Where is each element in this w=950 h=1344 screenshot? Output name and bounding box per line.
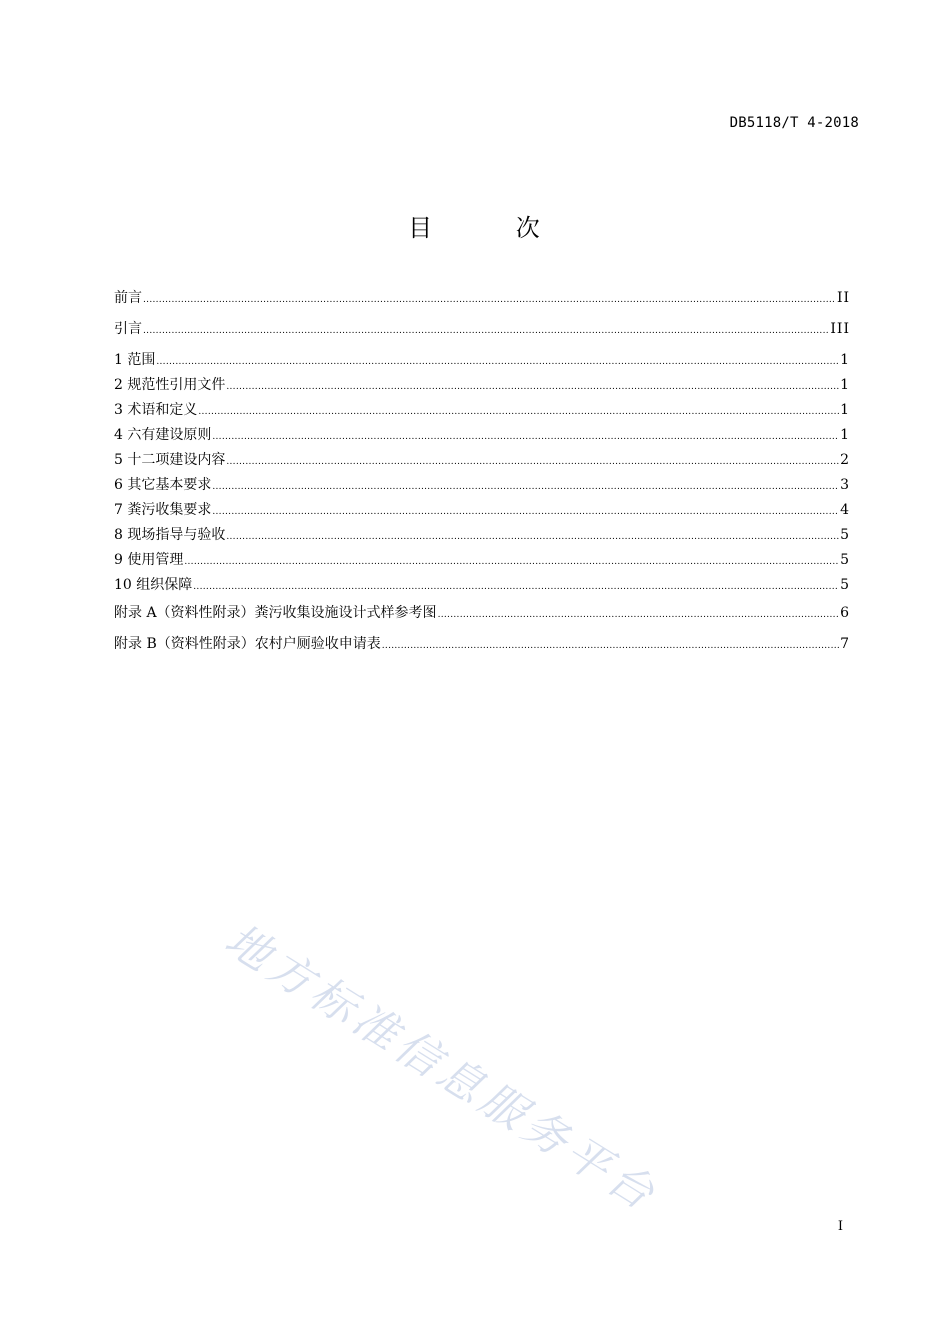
- toc-entry-page: 3: [840, 477, 850, 493]
- toc-leader-dots: [156, 348, 839, 375]
- toc-entry-page: 1: [840, 402, 850, 418]
- toc-leader-dots: [143, 317, 829, 344]
- toc-entry[interactable]: [114, 473, 850, 498]
- toc-entry[interactable]: [114, 498, 850, 523]
- toc-leader-dots: [212, 473, 839, 500]
- toc-entry[interactable]: [114, 423, 850, 448]
- toc-entry[interactable]: [114, 629, 850, 660]
- toc-leader-dots: [212, 498, 839, 525]
- toc-entry-page: III: [830, 321, 850, 337]
- toc-entry-label: 5 十二项建设内容: [114, 452, 226, 468]
- toc-entry-page: 5: [840, 527, 850, 543]
- toc-entry-label: 3 术语和定义: [114, 402, 198, 418]
- toc-entry-page: 4: [840, 502, 850, 518]
- toc-leader-dots: [226, 448, 839, 475]
- toc-entry[interactable]: [114, 317, 850, 348]
- toc-leader-dots: [438, 598, 840, 631]
- toc-entry[interactable]: [114, 286, 850, 317]
- toc-entry-label: 引言: [114, 321, 142, 337]
- page-number: I: [837, 1219, 843, 1234]
- toc-leader-dots: [226, 373, 839, 400]
- toc-entry-page: 2: [840, 452, 850, 468]
- document-code: DB5118/T 4-2018: [729, 115, 859, 131]
- toc-entry-page: 6: [840, 605, 850, 621]
- toc-entry[interactable]: [114, 573, 850, 598]
- toc-leader-dots: [184, 548, 839, 575]
- toc-leader-dots: [212, 423, 839, 450]
- toc-entry-label: 4 六有建设原则: [114, 427, 212, 443]
- toc-entry[interactable]: [114, 598, 850, 629]
- toc-entry-page: 5: [840, 552, 850, 568]
- toc-entry-label: 1 范围: [114, 352, 156, 368]
- toc-entry-page: 1: [840, 427, 850, 443]
- toc-entry-label: 附录 A（资料性附录）粪污收集设施设计式样参考图: [114, 605, 437, 621]
- table-of-contents: [114, 286, 850, 660]
- watermark: 地方标准信息服务平台: [216, 914, 668, 1223]
- toc-entry-page: 5: [840, 577, 850, 593]
- toc-entry-label: 6 其它基本要求: [114, 477, 212, 493]
- toc-leader-dots: [382, 629, 839, 662]
- toc-entry-label: 9 使用管理: [114, 552, 184, 568]
- toc-entry[interactable]: [114, 398, 850, 423]
- page-title: 目 次: [408, 214, 578, 242]
- toc-entry-page: 1: [840, 352, 850, 368]
- toc-entry[interactable]: [114, 523, 850, 548]
- toc-entry-label: 8 现场指导与验收: [114, 527, 226, 543]
- toc-entry-page: 1: [840, 377, 850, 393]
- toc-entry-label: 附录 B（资料性附录）农村户厕验收申请表: [114, 636, 381, 652]
- toc-entry-page: II: [836, 290, 850, 306]
- toc-entry-label: 10 组织保障: [114, 577, 193, 593]
- toc-entry[interactable]: [114, 548, 850, 573]
- toc-entry-page: 7: [840, 636, 850, 652]
- toc-entry[interactable]: [114, 348, 850, 373]
- toc-leader-dots: [193, 573, 839, 600]
- toc-entry-label: 7 粪污收集要求: [114, 502, 212, 518]
- toc-entry[interactable]: [114, 373, 850, 398]
- toc-leader-dots: [198, 398, 839, 425]
- toc-entry-label: 2 规范性引用文件: [114, 377, 226, 393]
- toc-entry-label: 前言: [114, 290, 142, 306]
- toc-leader-dots: [143, 286, 836, 313]
- toc-leader-dots: [226, 523, 839, 550]
- toc-entry[interactable]: [114, 448, 850, 473]
